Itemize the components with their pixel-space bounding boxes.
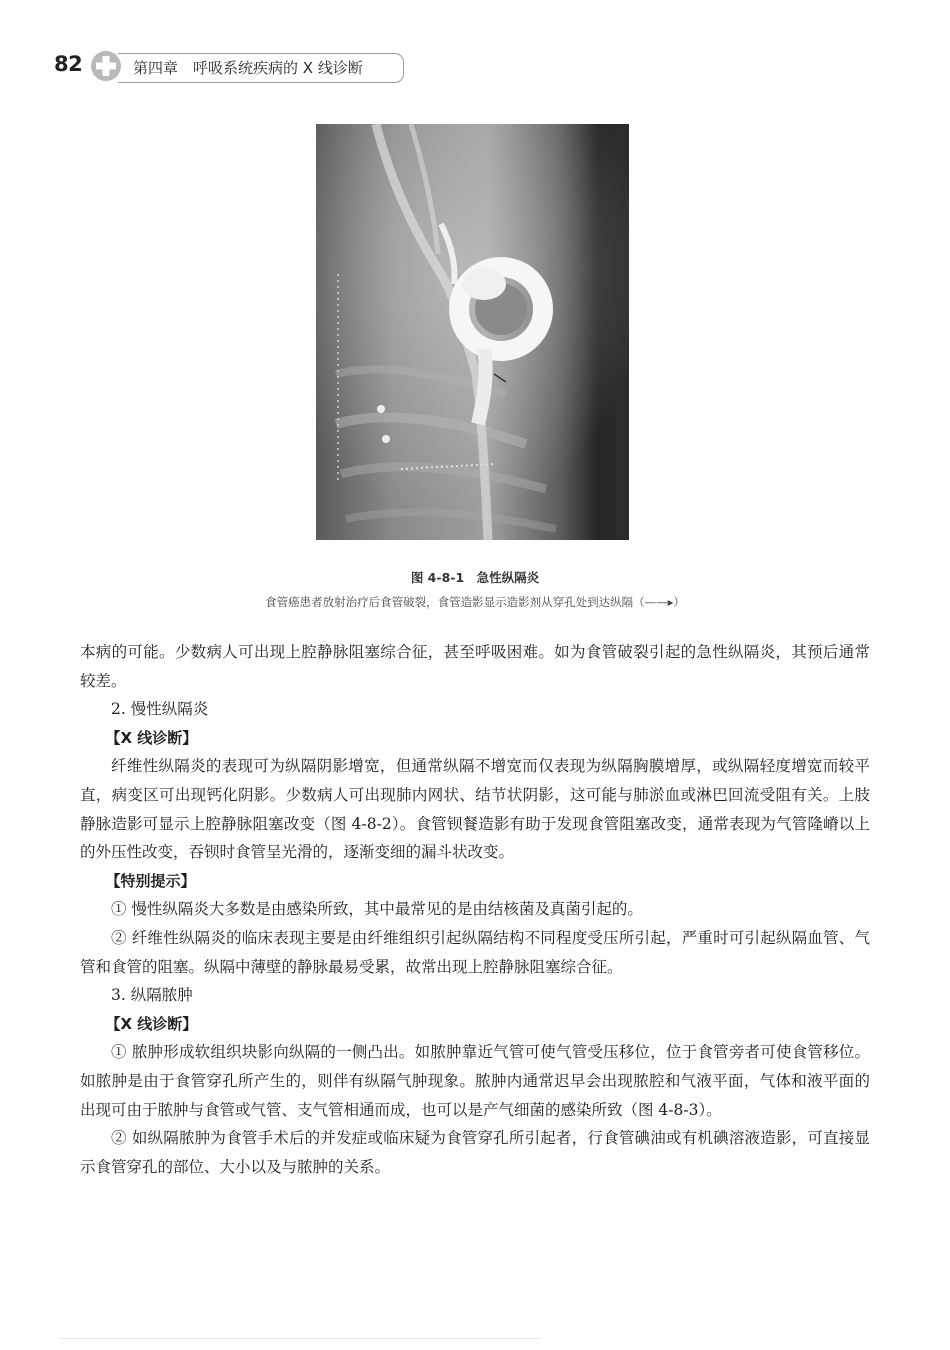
page-number: 82 [54,52,83,76]
paragraph: ① 脓肿形成软组织块影向纵隔的一侧凸出。如脓肿靠近气管可使气管受压移位，位于食管旁者可使食管移位。如脓肿是由于食管穿孔所产生的，则伴有纵隔气肿现象。脓肿内通常迟早会出现脓腔和气液平面，气体和液平面的出现可由于脓肿与食管或气管、支气管相通而成，也可以是产气细菌的感染所致（图 4-8-3）。 [80,1043,870,1119]
section-heading: 3. 纵隔脓肿 [111,986,193,1005]
figure-number: 图 4-8-1 急性纵隔炎 [410,570,540,585]
paragraph: ② 如纵隔脓肿为食管手术后的并发症或临床疑为食管穿孔所引起者，行食管碘油或有机碘溶液造影，可直接显示食管穿孔的部位、大小以及与脓肿的关系。 [80,1129,870,1176]
bracket-heading: 【X 线诊断】 [105,728,198,747]
bracket-heading: 【特别提示】 [105,871,196,890]
body-text [80,638,870,1181]
figure-caption: 食管癌患者放射治疗后食管破裂，食管造影显示造影剂从穿孔处到达纵隔（——▸） [265,595,685,609]
section-heading: 2. 慢性纵隔炎 [111,700,209,719]
footer-divider [60,1338,540,1339]
paragraph: 纤维性纵隔炎的表现可为纵隔阴影增宽，但通常纵隔不增宽而仅表现为纵隔胸膜增厚，或纵隔轻度增宽而较平直，病变区可出现钙化阴影。少数病人可出现肺内网状、结节状阴影，这可能与肺淤血或淋巴回流受阻有关。上肢静脉造影可显示上腔静脉阻塞改变（图 4-8-2）。食管钡餐造影有助于发现食管阻塞改变，通常表现为气管隆嵴以上的外压性改变，吞钡时食管呈光滑的，逐渐变细的漏斗状改变。 [80,757,870,862]
chapter-title: 第四章 呼吸系统疾病的 X 线诊断 [133,59,363,77]
paragraph: 本病的可能。少数病人可出现上腔静脉阻塞综合征，甚至呼吸困难。如为食管破裂引起的急性纵隔炎，其预后通常较差。 [80,643,870,690]
xray-image [316,124,629,540]
tip-item: ② 纤维性纵隔炎的临床表现主要是由纤维组织引起纵隔结构不同程度受压所引起，严重时可引起纵隔血管、气管和食管的阻塞。纵隔中薄壁的静脉最易受累，故常出现上腔静脉阻塞综合征。 [80,928,870,976]
bracket-heading: 【X 线诊断】 [105,1014,198,1033]
tip-item: ① 慢性纵隔炎大多数是由感染所致，其中最常见的是由结核菌及真菌引起的。 [111,900,643,919]
plus-icon [90,50,122,82]
